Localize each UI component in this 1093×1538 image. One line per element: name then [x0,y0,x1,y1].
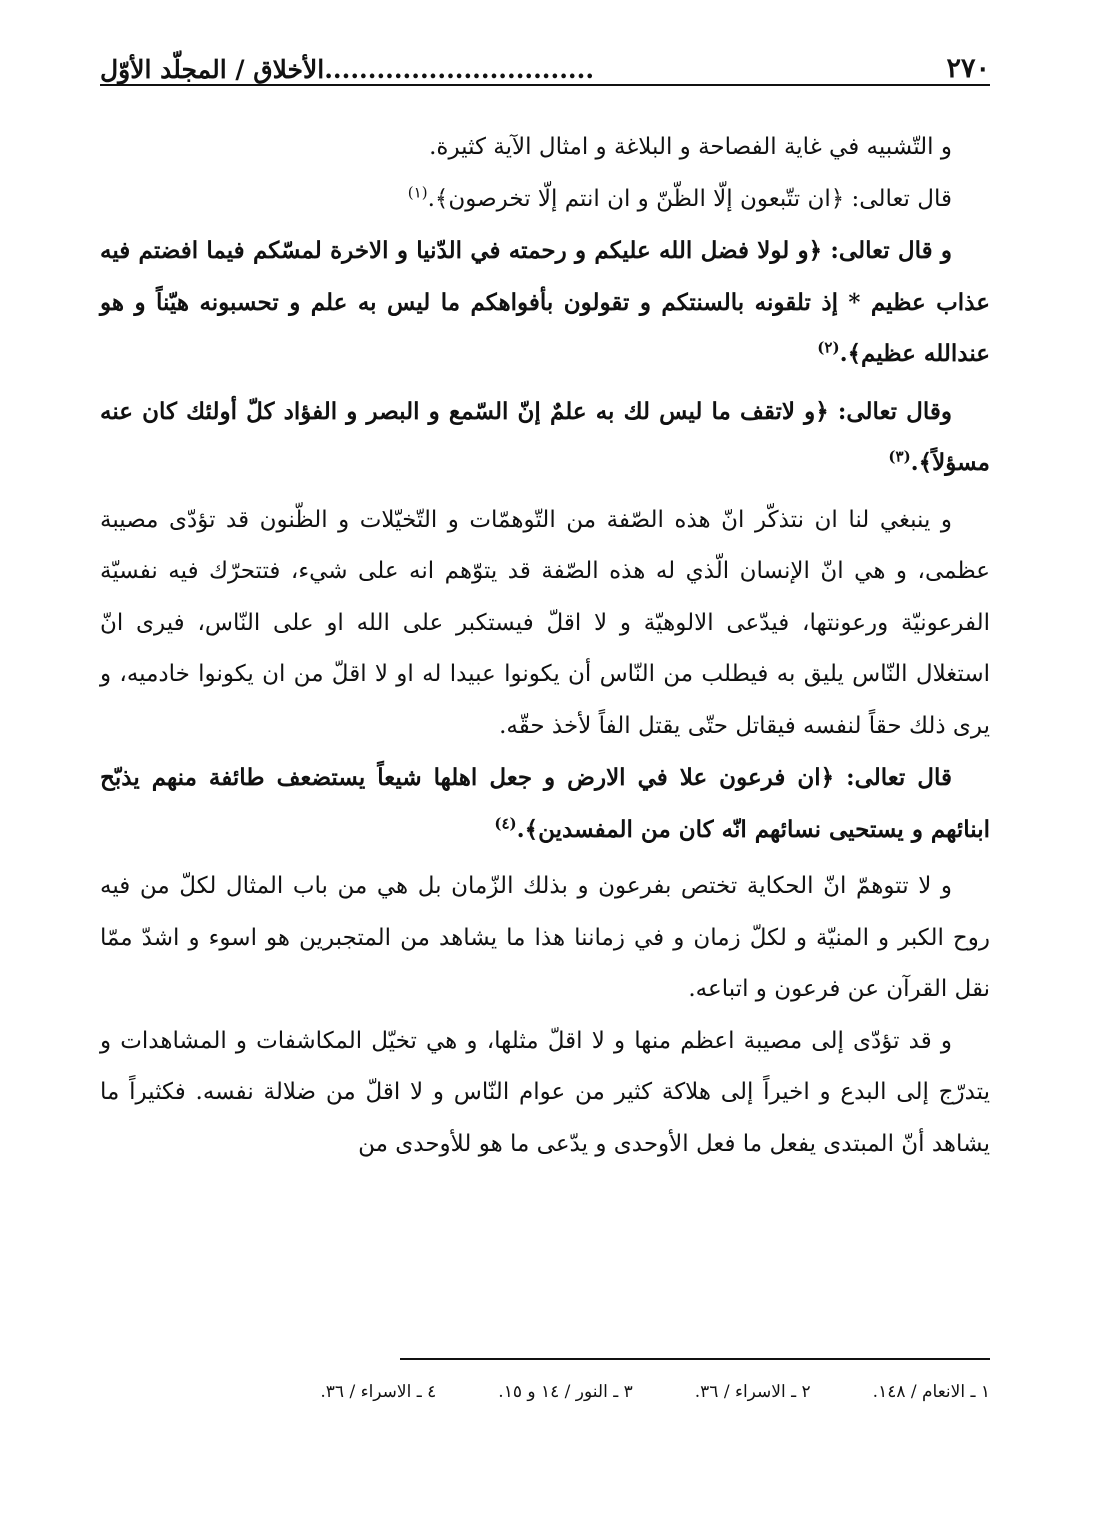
running-title [100,55,594,84]
footnote-ref: (٤) [494,813,517,832]
footnote-1: ١ ـ الانعام / ١٤٨. [872,1382,990,1402]
footnote-ref: (٣) [888,447,911,466]
quran-verse-paragraph: قال تعالى: ﴿ان فرعون علا في الارض و جعل اهلها شيعاً يستضعف طائفة منهم يذبّح ابنائهم و يستحيى نسائهم انّه كان من المفسدين﴾.$^{(٤)}$ [100,764,990,843]
paragraph: و التّشبيه في غاية الفصاحة و البلاغة و امثال الآية كثيرة. [429,134,952,160]
footnote-ref: (٢) [817,338,840,357]
page-number: ٢٧٠ [946,53,990,84]
footnote-divider [400,1358,990,1360]
paragraph: قال تعالى: ﴿ان تتّبعون إلّا الظّنّ و ان انتم إلّا تخرصون﴾.$^{(١)}$ [407,182,952,212]
footnotes [100,1382,990,1402]
quran-verse-paragraph: وقال تعالى: ﴿و لاتقف ما ليس لك به علمٌ إنّ السّمع و البصر و الفؤاد كلّ أولئك كان عنه مسؤلاً﴾.$^{(٣)}$ [100,397,990,476]
paragraph: و ينبغي لنا ان نتذكّر انّ هذه الصّفة من التّوهمّات و التّخيّلات و الظّنون قد تؤدّى مصيبة عظمى، و هي انّ الإنسان الّذي له هذه الصّفة قد يتوّهم انه على شيء، فتتحرّك فيه نفسيّة الفرعونيّة ورعونتها، فيدّعى الالوهيّة و لا اقلّ فيستكبر على الله او على النّاس، فيرى انّ استغلال النّاس يليق به فيطلب من النّاس أن يكونوا عبيدا له او لا اقلّ من ان يكونوا خادميه، و يرى ذلك حقاً لنفسه فيقاتل حتّى يقتل الفاً لأخذ حقّه. [100,506,990,739]
footnote-ref: (١) [407,182,428,201]
paragraph: و لا تتوهمّ انّ الحكاية تختص بفرعون و بذلك الزّمان بل هي من باب المثال لكلّ من فيه روح الكبر و المنيّة و لكلّ زمان و في زماننا هذا ما يشاهد من المتجبرين هو اسوء و اشدّ ممّا نقل القرآن عن فرعون و اتباعه. [100,873,990,1002]
book-title: الأخلاق / المجلّد الأوّل [100,55,325,84]
body-text [100,122,990,1170]
footnote-3: ٣ ـ النور / ١٤ و ١٥. [498,1382,633,1402]
header-dots: ............................... [324,55,595,84]
paragraph: و قد تؤدّى إلى مصيبة اعظم منها و لا اقلّ مثلها، و هي تخيّل المكاشفات و المشاهدات و يتدرّج إلى البدع و اخيراً إلى هلاكة كثير من عوام النّاس و لا اقلّ من ضلالة نفسه. فكثيراً ما يشاهد أنّ المبتدى يفعل ما فعل الأوحدى و يدّعى ما هو للأوحدى من [100,1027,990,1157]
book-page [100,36,990,1496]
page-header [100,36,990,86]
quran-verse-paragraph: و قال تعالى: ﴿و لولا فضل الله عليكم و رحمته في الدّنيا و الاخرة لمسّكم فيما افضتم فيه عذاب عظيم * إذ تلقونه بالسنتكم و تقولون بأفواهكم ما ليس به علم و تحسبونه هيّناً و هو عندالله عظيم﴾.$^{(٢)}$ [100,237,990,367]
footnote-4: ٤ ـ الاسراء / ٣٦. [320,1382,437,1402]
footnote-2: ٢ ـ الاسراء / ٣٦. [694,1382,811,1402]
